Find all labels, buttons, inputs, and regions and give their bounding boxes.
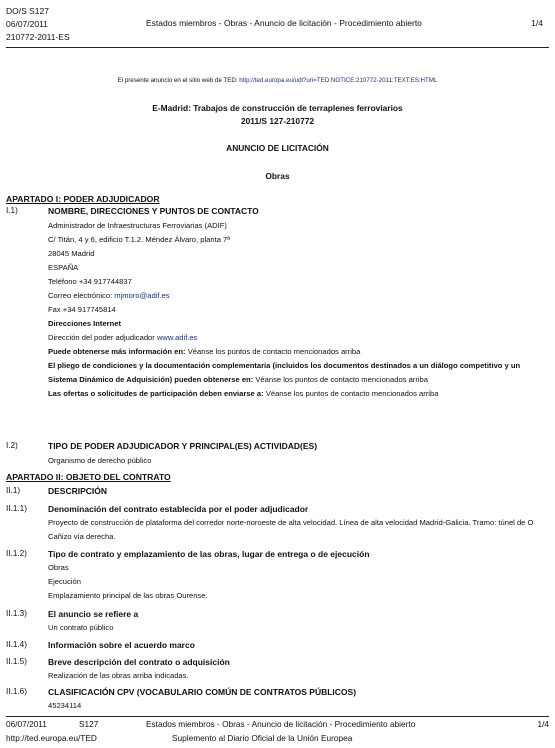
internet-heading: Direcciones Internet [48,319,122,328]
header-meta [6,5,70,44]
section-title: El anuncio se refiere a [48,609,139,619]
section-1-heading: APARTADO I: PODER ADJUDICADOR [6,194,160,204]
contact-email-link[interactable]: mjmoro@adif.es [114,291,170,300]
contact-block [48,219,541,401]
footer-date: 06/07/2011 [6,719,47,729]
section-value: Un contrato público [48,623,114,632]
header-series: DO/S S127 [6,6,49,16]
section-title: Información sobre el acuerdo marco [48,640,195,650]
buyer-url-link[interactable]: www.adif.es [156,333,198,342]
footer-page-number: 1/4 [537,719,549,729]
section-value: 45234114 [48,701,82,710]
footer-supplement: Suplemento al Diario Oficial de la Unión Europea [172,733,353,743]
section-title: NOMBRE, DIRECCIONES Y PUNTOS DE CONTACTO [48,206,259,216]
section-title: Tipo de contrato y emplazamiento de las obras, lugar de entrega o de ejecución [48,549,370,559]
section-number: II.1.2) [6,549,27,558]
section-number: I.1) [6,206,18,215]
contact-org: Administrador de Infraestructuras Ferroviarias (ADIF) [48,221,227,230]
contact-city: 28045 Madrid [48,249,95,258]
footer-series: S127 [79,719,99,729]
contact-country: ESPAÑA [48,263,79,272]
section-title: CLASIFICACIÓN CPV (VOCABULARIO COMÚN DE CONTRATOS PÚBLICOS) [48,687,357,697]
section-value: Proyecto de construcción de plataforma del corredor norte-noroeste de alta velocidad. Línea de alta velocidad Madrid-Galicia. Tramo: túnel de O Cañizo vía derecha. [48,518,534,541]
section-number: II.1.3) [6,609,27,618]
section-title: TIPO DE PODER ADJUDICADOR Y PRINCIPAL(ES) ACTIVIDAD(ES) [48,441,318,451]
footer-divider [6,716,549,717]
ted-notice-prefix: El presente anuncio en el sitio web de TED: [117,77,238,84]
contract-type: Obras [48,563,69,572]
section-values [48,561,541,603]
more-info-value: Véanse los puntos de contacto mencionados arriba [187,347,361,356]
contact-phone: Teléfono +34 917744837 [48,277,132,286]
more-info-line [48,345,541,359]
offers-line [48,387,541,401]
buyer-url-label: Dirección del poder adjudicador [48,333,155,342]
section-value: Organismo de derecho público [48,456,152,465]
section-number: II.1.1) [6,504,27,513]
section-number: II.1) [6,486,21,495]
header-page-number: 1/4 [531,18,543,28]
contact-email-label: Correo electrónico: [48,291,113,300]
header-title: Estados miembros - Obras - Anuncio de licitación - Procedimiento abierto [146,18,422,28]
footer-title: Estados miembros - Obras - Anuncio de licitación - Procedimiento abierto [146,719,416,729]
documents-value: Véanse los puntos de contacto mencionados arriba [255,375,429,384]
notice-reference: 2011/S 127-210772 [240,116,315,126]
contact-street: C/ Titán, 4 y 6, edificio T.1.2. Méndez Álvaro, planta 7ª [48,235,231,244]
section-title: DESCRIPCIÓN [48,486,108,496]
footer-url[interactable]: http://ted.europa.eu/TED [6,733,97,743]
section-value: Realización de las obras arriba indicadas. [48,671,189,680]
section-2-heading: APARTADO II: OBJETO DEL CONTRATO [6,472,171,482]
contact-fax: Fax +34 917745814 [48,305,116,314]
ted-notice-line [0,77,555,84]
contract-mode: Ejecución [48,577,81,586]
section-number: I.2) [6,441,18,450]
section-number: II.1.6) [6,687,27,696]
announcement-heading: ANUNCIO DE LICITACIÓN [226,143,329,153]
header-divider [6,47,549,48]
header-ref: 210772-2011-ES [6,32,70,42]
notice-title: E-Madrid: Trabajos de construcción de terraplenes ferroviarios [152,103,403,113]
announcement-type: Obras [265,171,290,181]
more-info-label: Puede obtenerse más información en: [48,347,186,356]
ted-notice-link[interactable]: http://ted.europa.eu/udl?uri=TED:NOTICE:210772-2011:TEXT:ES:HTML [239,77,438,84]
contract-location: Emplazamiento principal de las obras Ourense. [48,591,208,600]
documents-label: El pliego de condiciones y la documentación complementaria (incluidos los documentos destinados a un diálogo competitivo y un Sistema Dinámico de Adquisición) pueden obtenerse en: [48,361,521,384]
contact-email-line [48,289,541,303]
section-number: II.1.5) [6,657,27,666]
offers-label: Las ofertas o solicitudes de participación deben enviarse a: [48,389,264,398]
page-header [6,5,549,47]
buyer-url-line [48,331,541,345]
documents-line [48,359,541,387]
section-title: Breve descripción del contrato o adquisición [48,657,230,667]
header-date: 06/07/2011 [6,19,48,29]
section-number: II.1.4) [6,640,27,649]
section-title: Denominación del contrato establecida por el poder adjudicador [48,504,309,514]
offers-value: Véanse los puntos de contacto mencionados arriba [265,389,439,398]
